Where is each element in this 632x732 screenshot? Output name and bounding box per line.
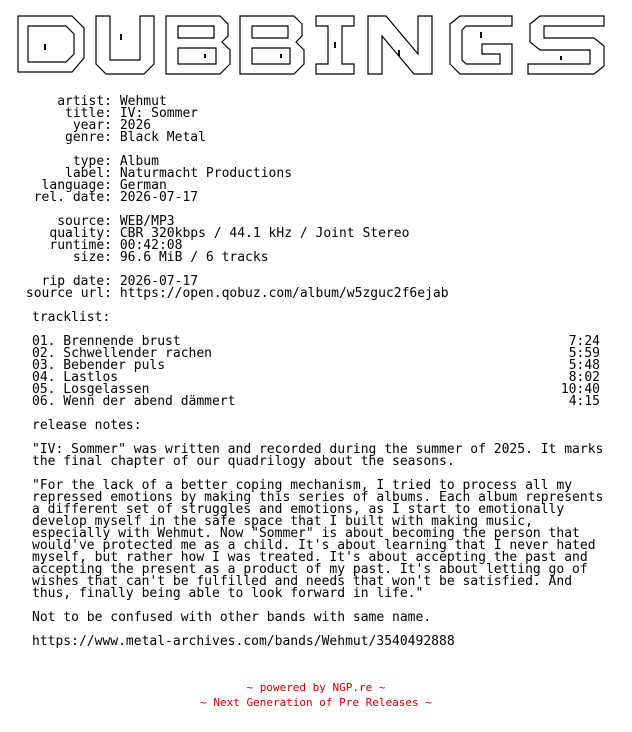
- dubbing-logo: [14, 14, 618, 84]
- track-title: 06. Wenn der abend dämmert: [32, 394, 236, 409]
- info-row-genre: genre: Black Metal: [65, 130, 206, 145]
- info-block-4: [0, 276, 632, 300]
- release-notes-paragraph: "For the lack of a better coping mechanism, I tried to process all my repressed emotions by making this series of albums. Each album represents a different set of struggles and emotions, as I start to emotionally develop myself in the safe space that I built with making music, especially with Wehmut. Now "Sommer" is about becoming the person that would've protected me as a child. It's about learning that I never hated myself, but rather how I was treated. It's about accepting the past and accepting the present as a product of my past. It's about letting go of wishes that can't be fulfilled and needs that won't be satisfied. And thus, finally being able to look forward in life.": [32, 478, 604, 601]
- track-duration: 8:02: [568, 370, 600, 385]
- track-title: 02. Schwellender rachen: [32, 346, 213, 361]
- source-url-link[interactable]: https://open.qobuz.com/album/w5zguc2f6ejab: [119, 286, 449, 301]
- info-block-2: [0, 156, 632, 204]
- footer-credits: [0, 680, 632, 710]
- info-row-source: source: WEB/MP3: [57, 214, 175, 229]
- track-duration: 5:59: [568, 346, 600, 361]
- info-block-1: [0, 96, 632, 144]
- info-row-artist: artist: Wehmut: [57, 94, 167, 109]
- info-row-runtime: runtime: 00:42:08: [49, 238, 183, 253]
- release-notes-paragraph: "IV: Sommer" was written and recorded during the summer of 2025. It marks the final chapter of our quadrilogy about the seasons.: [32, 442, 604, 469]
- info-row-source-url: source url: https://open.qobuz.com/album/w5zguc2f6ejab: [25, 286, 449, 301]
- track-title: 03. Bebender puls: [32, 358, 166, 373]
- info-row-quality: quality: CBR 320kbps / 44.1 kHz / Joint Stereo: [49, 226, 410, 241]
- metal-archives-link[interactable]: https://www.metal-archives.com/bands/Wehmut/3540492888: [32, 634, 455, 649]
- track-row: [0, 396, 616, 408]
- track-title: 05. Losgelassen: [32, 382, 150, 397]
- track-duration: 10:40: [560, 382, 600, 397]
- info-row-type: type: Album: [72, 154, 159, 169]
- ascii-banner: [0, 0, 632, 96]
- tracklist: [0, 336, 632, 408]
- release-notes-heading: release notes:: [32, 418, 142, 433]
- release-notes-paragraph: Not to be confused with other bands with same name.: [32, 610, 432, 625]
- track-duration: 7:24: [568, 334, 600, 349]
- footer-tagline: ~ Next Generation of Pre Releases ~: [200, 696, 432, 709]
- tracklist-heading: tracklist:: [32, 310, 111, 325]
- track-title: 01. Brennende brust: [32, 334, 181, 349]
- track-duration: 4:15: [568, 394, 600, 409]
- info-block-3: [0, 216, 632, 264]
- info-row-title: title: IV: Sommer: [65, 106, 199, 121]
- info-row-label: label: Naturmacht Productions: [65, 166, 293, 181]
- track-duration: 5:48: [568, 358, 600, 373]
- track-title: 04. Lastlos: [32, 370, 119, 385]
- footer-powered-by: ~ powered by NGP.re ~: [246, 681, 386, 694]
- info-row-language: language: German: [41, 178, 167, 193]
- info-row-rip-date: rip date: 2026-07-17: [41, 274, 199, 289]
- info-row-rel-date: rel. date: 2026-07-17: [33, 190, 199, 205]
- info-row-year: year: 2026: [72, 118, 152, 133]
- info-row-size: size: 96.6 MiB / 6 tracks: [72, 250, 269, 265]
